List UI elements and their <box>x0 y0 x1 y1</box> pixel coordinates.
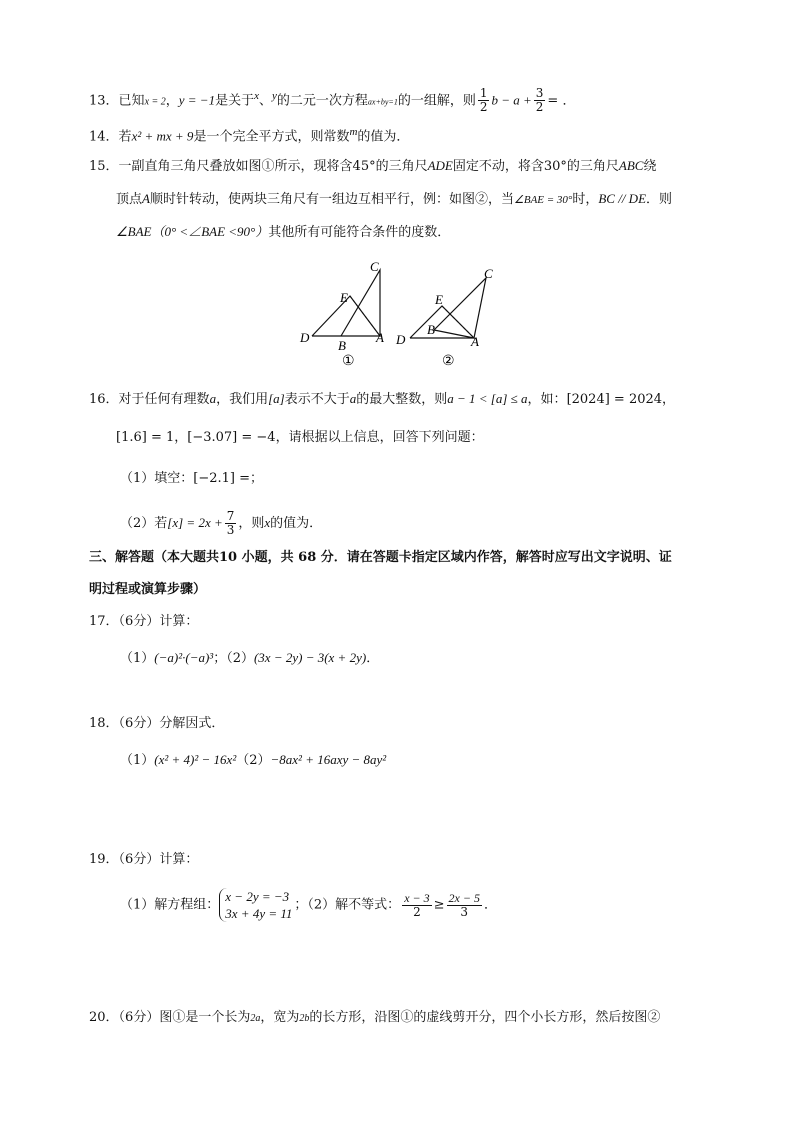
question-20: 20．（6分）图①是一个长为2a，宽为2b的长方形，沿图①的虚线剪开分，四个小长方形，然后按图② <box>89 1010 661 1025</box>
figure-1 <box>299 259 384 369</box>
question-16-line-1: 16．对于任何有理数a，我们用[a]表示不大于a的最大整数，则a − 1 < [a] ≤ a，如：[2024] = 2024， <box>89 391 676 407</box>
question-16-part-2: （2）若[x] = 2x + $\frac{7}{3}$ ，则x的值为． <box>120 509 323 537</box>
question-16-part-1: （1）填空：[−2.1] =； <box>120 471 264 486</box>
question-14: 14．若x² + mx + 9是一个完全平方式，则常数$^m$的值为． <box>89 126 410 145</box>
caption-2: ② <box>442 354 455 369</box>
question-16-line-2: [1.6] = 1，[−3.07] = −4，请根据以上信息，回答下列问题： <box>116 430 484 445</box>
label-c-1: C <box>370 259 379 274</box>
question-15-line-3: ∠BAE（0° <∠BAE <90°）其他所有可能符合条件的度数． <box>116 224 451 240</box>
fraction-one-half: $\frac{1}{2}$ <box>479 86 488 115</box>
caption-1: ① <box>342 354 355 369</box>
question-13: 13．已知x = 2，y = −1是关于$^x$、$^y$的二元一次方程ax+by=1的一组解，则 $\frac{1}{2}$ b − a + $\frac{3}{2}$ = ． <box>89 86 576 115</box>
label-b-1: B <box>338 338 346 353</box>
question-19-head: 19．（6分）计算： <box>89 852 199 867</box>
label-c-2: C <box>484 266 493 281</box>
label-a-1: A <box>376 330 384 345</box>
label-d-1: D <box>300 330 310 345</box>
fraction-left: $\frac{x - 3}{2}$ <box>404 890 430 919</box>
fraction-seven-thirds: $\frac{7}{3}$ <box>226 509 235 537</box>
question-15-line-1: 15．一副直角三角尺叠放如图①所示，现将含45°的三角尺ADE固定不动，将含30°的三角尺ABC绕 <box>89 158 657 174</box>
fraction-three-halves: $\frac{3}{2}$ <box>535 86 544 115</box>
label-b-2: B <box>427 322 435 337</box>
figure-2 <box>395 266 493 369</box>
question-17-parts: （1）(−a)²·(−a)³；（2）(3x − 2y) − 3(x + 2y)． <box>120 650 380 666</box>
question-17-head: 17．（6分）计算： <box>89 614 199 629</box>
question-18-head: 18．（6分）分解因式． <box>89 716 225 731</box>
question-19-parts: （1）解方程组： x − 2y = −3 3x + 4y = 11 ；（2）解不等式： $\frac{x - 3}{2}$ ≥ $\frac{2x - 5}{3}$ ． <box>120 889 497 921</box>
fraction-right: $\frac{2x - 5}{3}$ <box>448 890 480 919</box>
equation-system: x − 2y = −3 3x + 4y = 11 <box>219 888 292 922</box>
section-3-heading-cont: 明过程或演算步骤） <box>89 582 207 597</box>
label-d-2: D <box>396 332 406 347</box>
triangle-abc-2 <box>434 278 486 338</box>
section-3-heading: 三、解答题（本大题共10 小题，共 68 分．请在答题卡指定区域内作答，解答时应写出文字说明、证 <box>89 550 672 565</box>
label-a-2: A <box>471 334 479 349</box>
question-15-line-2: 顶点A顺时针转动，使两块三角尺有一组边互相平行，例：如图②，当∠BAE = 30°时，BC // DE．则 <box>116 191 673 207</box>
triangle-figures <box>296 258 506 374</box>
label-e-1: E <box>340 290 348 305</box>
label-e-2: E <box>435 292 443 307</box>
triangle-diagram <box>296 258 506 370</box>
question-18-parts: （1）(x² + 4)² − 16x²（2）−8ax² + 16axy − 8ay² <box>120 752 387 768</box>
